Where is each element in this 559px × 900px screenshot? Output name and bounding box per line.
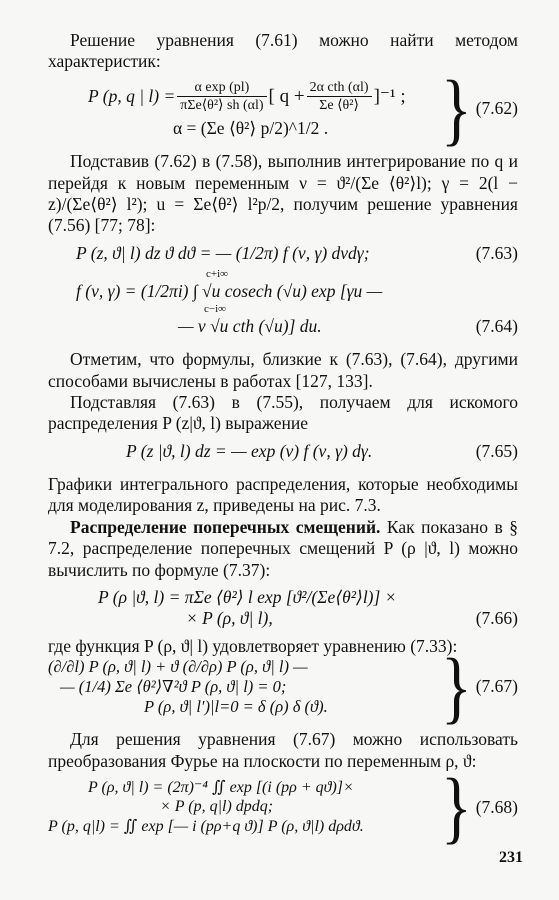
paragraph-8: Для решения уравнения (7.67) можно использовать преобразования Фурье на плоскости по переменным ρ, ϑ: xyxy=(48,729,518,771)
equation-7-64-line-2: — ν √u cth (√u)] du. (7.64) xyxy=(178,316,518,337)
equation-7-64-line-1: f (ν, γ) = (1/2πi) ∫ √u cosech (√u) exp [γu — xyxy=(76,281,383,302)
eq762-lhs: P (p, q | l) = xyxy=(88,85,176,106)
page-number: 231 xyxy=(499,849,523,866)
eq763-number: (7.63) xyxy=(475,242,518,263)
equation-7-62 xyxy=(48,64,518,153)
eq762-end: ]⁻¹ ; xyxy=(373,85,406,107)
section-heading: Распределение поперечных смещений. xyxy=(70,516,381,537)
right-brace-767: } xyxy=(441,642,472,732)
eq765-number: (7.65) xyxy=(475,440,518,461)
equation-7-66-line-2: × P (ρ, ϑ| l), (7.66) xyxy=(186,608,518,629)
eq768-number: (7.68) xyxy=(475,796,518,817)
eq764-number: (7.64) xyxy=(475,316,518,337)
equation-7-66-line-1: P (ρ |ϑ, l) = πΣe ⟨θ²⟩ l exp [ϑ²/(Σe⟨θ²⟩l)] × xyxy=(98,586,397,607)
paragraph-7: где функция P (ρ, ϑ| l) удовлетворяет уравнению (7.33): xyxy=(48,635,458,656)
eq762-number: (7.62) xyxy=(475,98,518,119)
equation-7-63: P (z, ϑ| l) dz ϑ dϑ = — (1/2π) f (ν, γ) dνdγ; (7.63) xyxy=(76,242,518,263)
right-brace-768: } xyxy=(441,762,472,852)
eq764-lower-limit: c−i∞ xyxy=(204,302,226,315)
eq766-number: (7.66) xyxy=(475,608,518,629)
eq762-bracket: [ q + xyxy=(268,85,305,107)
paragraph-1: Решение уравнения (7.61) можно найти методом характеристик: xyxy=(48,30,518,72)
eq767-number: (7.67) xyxy=(475,676,518,697)
paragraph-4: Подставляя (7.63) в (7.55), получаем для искомого распределения P (z|ϑ, l) выражение xyxy=(48,392,518,434)
eq762-line-2: α = (Σe ⟨θ²⟩ p/2)^1/2 . xyxy=(173,117,329,138)
paragraph-5: Графики интегрального распределения, которые необходимы для моделирования z, приведены на рис. 7.3. xyxy=(48,474,518,516)
page-content xyxy=(48,30,518,852)
equation-7-65: P (z |ϑ, l) dz = — exp (ν) f (ν, γ) dγ. (7.65) xyxy=(126,440,518,461)
equation-7-67: (∂/∂l) P (ρ, ϑ| l) + ϑ (∂/∂ρ) P (ρ, ϑ| l) — — (1/4) Σe ⟨θ²⟩∇²ϑ P (ρ, ϑ| l) = 0; P (ρ, ϑ| l′)|l=0 = δ (ρ) δ (ϑ). } (7.67) xyxy=(48,642,518,732)
eq762-fraction-2: $\frac{\text{2α cth (αl)}}{\text{Σe ⟨θ²⟩}}$ xyxy=(307,79,372,114)
paragraph-3: Отметим, что формулы, близкие к (7.63), (7.64), другими способами вычислены в работах [127, 133]. xyxy=(48,349,518,391)
paragraph-2: Подставив (7.62) в (7.58), выполнив интегрирование по q и перейдя к новым переменным ν = ϑ²/(Σe ⟨θ²⟩l); γ = 2(l − z)/(Σe⟨θ²⟩ l²); u = Σe⟨θ²⟩ l²p/2, получим решение уравнения (7.56) [77; 78]: xyxy=(48,151,518,236)
equation-7-68: P (ρ, ϑ| l) = (2π)⁻⁴ ∬ exp [(i (pρ + qϑ)]× × P (p, q|l) dpdq; P (p, q|l) = ∬ exp [— i (pρ+q ϑ)] P (ρ, ϑ|l) dρdϑ. } (7.68) xyxy=(48,762,518,852)
eq764-upper-limit: c+i∞ xyxy=(206,267,228,280)
eq762-fraction-1: $\frac{\text{α exp (pl)}}{\text{πΣe⟨θ²⟩ sh (αl)}}$ xyxy=(177,79,266,114)
paragraph-6: Распределение поперечных смещений. Как показано в § 7.2, распределение поперечных смещений P (ρ |ϑ, l) можно вычислить по формуле (7.37): xyxy=(48,516,518,580)
right-brace: } xyxy=(441,64,472,153)
